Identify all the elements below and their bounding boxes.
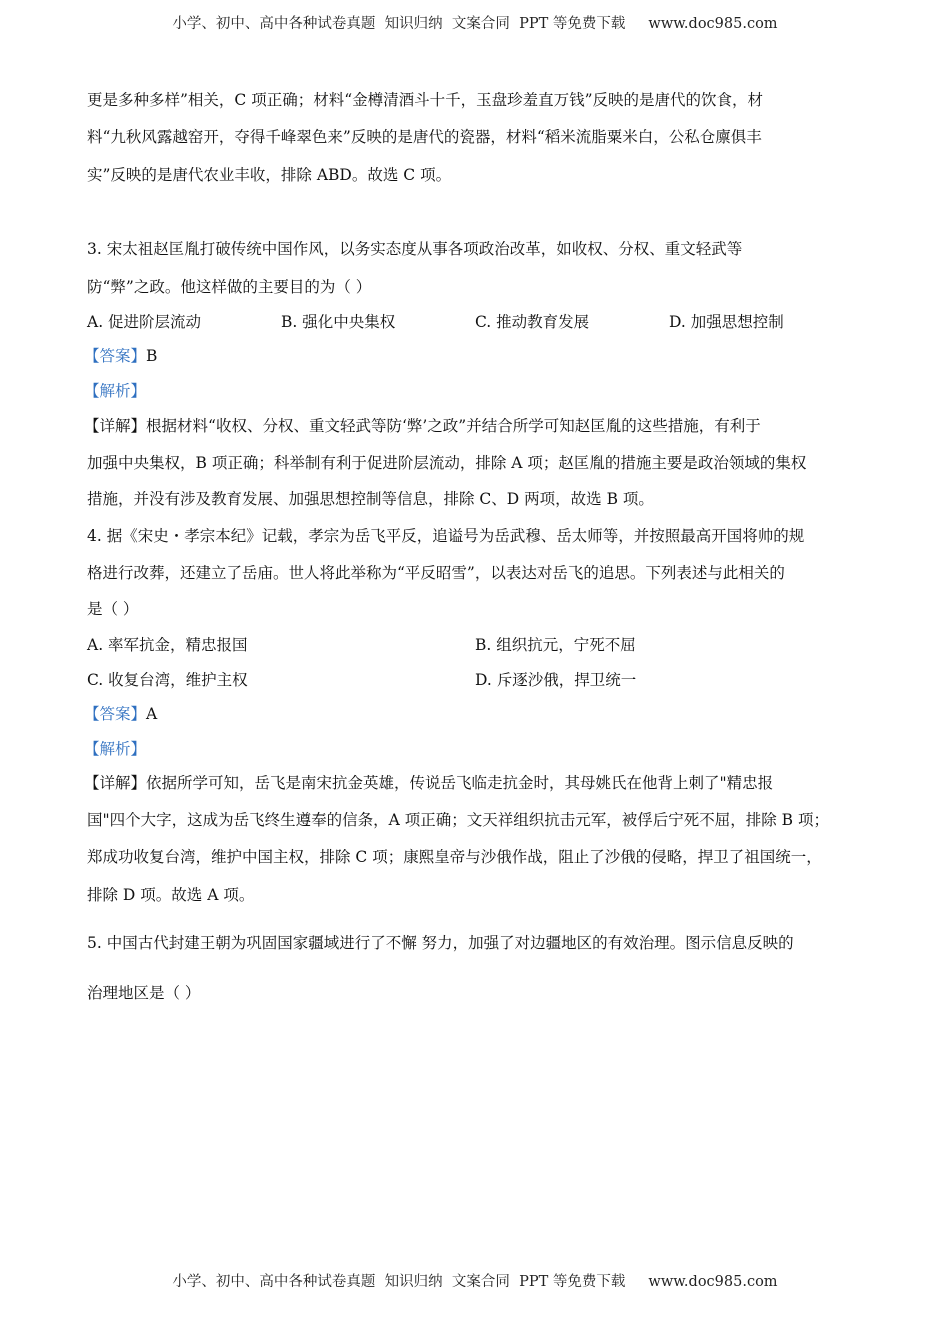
q3-option-c: C. 推动教育发展 bbox=[475, 313, 590, 331]
question-3-stem: 防“弊”之政。他这样做的主要目的为（ ） bbox=[87, 278, 372, 296]
analysis-line: 料“九秋风露越窑开，夺得千峰翠色来”反映的是唐代的瓷器，材料“稻米流脂粟米白，公私仓廪俱丰 bbox=[87, 128, 762, 146]
page-footer: 小学、初中、高中各种试卷真题 知识归纳 文案合同 PPT 等免费下载 www.doc985.com bbox=[172, 1274, 778, 1290]
q4-detail-line: 郑成功收复台湾，维护中国主权，排除 C 项；康熙皇帝与沙俄作战，阻止了沙俄的侵略，捍卫了祖国统一， bbox=[87, 848, 822, 866]
q3-detail bbox=[84, 416, 761, 436]
page-header: 小学、初中、高中各种试卷真题 知识归纳 文案合同 PPT 等免费下载 www.doc985.com bbox=[172, 16, 778, 32]
q3-analysis-label: 【解析】 bbox=[84, 382, 147, 400]
answer-value: B bbox=[146, 347, 158, 365]
detail-text: 根据材料“收权、分权、重文轻武等防‘弊’之政”并结合所学可知赵匡胤的这些措施，有利于 bbox=[146, 417, 761, 435]
q4-option-a: A. 率军抗金，精忠报国 bbox=[87, 636, 248, 654]
analysis-line: 实”反映的是唐代农业丰收，排除 ABD。故选 C 项。 bbox=[87, 166, 452, 184]
question-5-stem: 治理地区是（ ） bbox=[87, 984, 201, 1002]
question-5-stem: 5. 中国古代封建王朝为巩固国家疆域进行了不懈 努力，加强了对边疆地区的有效治理。图示信息反映的 bbox=[87, 934, 794, 952]
detail-label: 【详解】 bbox=[84, 774, 147, 792]
q3-detail-line: 加强中央集权，B 项正确；科举制有利于促进阶层流动，排除 A 项；赵匡胤的措施主要是政治领域的集权 bbox=[87, 454, 807, 472]
question-3-stem: 3. 宋太祖赵匡胤打破传统中国作风，以务实态度从事各项政治改革，如收权、分权、重文轻武等 bbox=[87, 240, 743, 258]
q3-option-d: D. 加强思想控制 bbox=[669, 313, 784, 331]
q4-option-c: C. 收复台湾，维护主权 bbox=[87, 671, 248, 689]
q4-detail-line: 排除 D 项。故选 A 项。 bbox=[87, 886, 255, 904]
q3-option-a: A. 促进阶层流动 bbox=[87, 313, 202, 331]
answer-value: A bbox=[146, 705, 158, 723]
q4-detail-line: 国"四个大字，这成为岳飞终生遵奉的信条，A 项正确；文天祥组织抗击元军，被俘后宁死不屈，排除 B 项； bbox=[87, 811, 829, 829]
question-4-stem: 格进行改葬，还建立了岳庙。世人将此举称为“平反昭雪”，以表达对岳飞的追思。下列表述与此相关的 bbox=[87, 564, 785, 582]
detail-text: 依据所学可知，岳飞是南宋抗金英雄，传说岳飞临走抗金时，其母姚氏在他背上刺了"精忠报 bbox=[146, 774, 774, 792]
q4-analysis-label: 【解析】 bbox=[84, 740, 147, 758]
answer-label: 【答案】 bbox=[84, 705, 147, 723]
question-4-stem: 是（ ） bbox=[87, 600, 139, 618]
q4-option-b: B. 组织抗元，宁死不屈 bbox=[475, 636, 636, 654]
question-4-stem: 4. 据《宋史・孝宗本纪》记载，孝宗为岳飞平反，追谥号为岳武穆、岳太师等，并按照最高开国将帅的规 bbox=[87, 527, 805, 545]
q4-detail bbox=[84, 773, 773, 793]
detail-label: 【详解】 bbox=[84, 417, 147, 435]
q4-option-d: D. 斥逐沙俄，捍卫统一 bbox=[475, 671, 637, 689]
answer-label: 【答案】 bbox=[84, 347, 147, 365]
q3-option-b: B. 强化中央集权 bbox=[281, 313, 396, 331]
q4-answer bbox=[84, 704, 157, 724]
analysis-line: 更是多种多样”相关，C 项正确；材料“金樽清酒斗十千，玉盘珍羞直万钱”反映的是唐代的饮食，材 bbox=[87, 91, 764, 109]
q3-detail-line: 措施，并没有涉及教育发展、加强思想控制等信息，排除 C、D 两项，故选 B 项。 bbox=[87, 490, 654, 508]
q3-answer bbox=[84, 346, 157, 366]
